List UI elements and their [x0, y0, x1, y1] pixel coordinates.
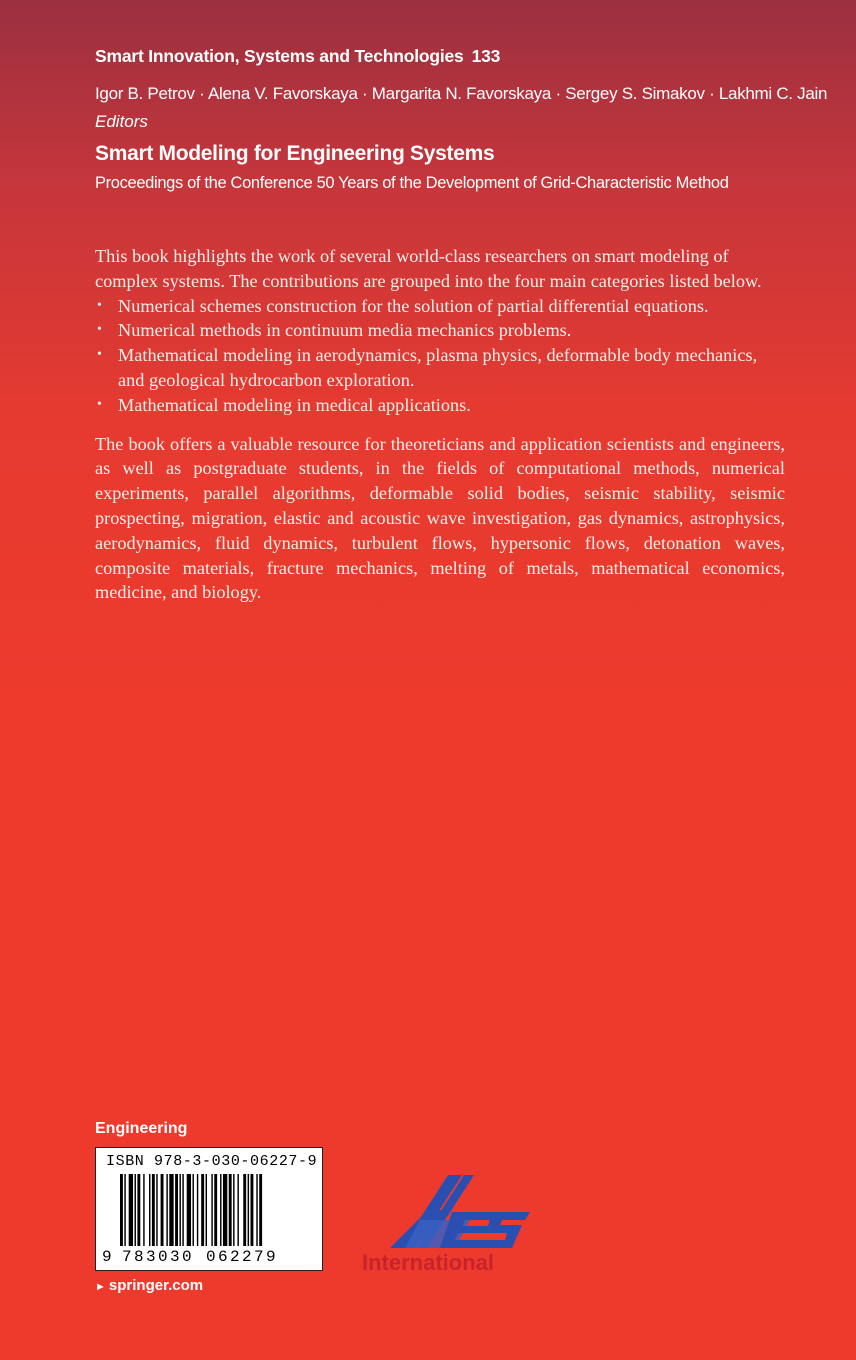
kes-logo-text: International [362, 1250, 495, 1275]
barcode-bar [193, 1174, 194, 1246]
barcode-bar [135, 1174, 136, 1246]
blurb-intro: This book highlights the work of several world-class researchers on smart modeling of complex systems. The contributions are grouped into the four main categories listed below. [95, 246, 762, 291]
ean-digits: 783030 062279 [122, 1248, 279, 1266]
barcode-bar [143, 1174, 144, 1246]
editors-list: Igor B. Petrov · Alena V. Favorskaya · Margarita N. Favorskaya · Sergey S. Simakov · Lakhmi C. Jain [95, 84, 828, 103]
barcode-bar [156, 1174, 157, 1246]
blurb-closing: The book offers a valuable resource for theoreticians and application scientists and engineers, as well as postgraduate students, in the fields of computational methods, numerical experiments, parallel algorithms, deformable solid bodies, seismic stability, seismic prospecting, migration, elastic and acoustic wave investigation, gas dynamics, astrophysics, aerodynamics, fluid dynamics, turbulent flows, hypersonic flows, detonation waves, composite materials, fracture mechanics, melting of metals, mathematical economics, medicine, and biology. [95, 433, 785, 603]
barcode-bar [251, 1174, 254, 1246]
barcode-bar [243, 1174, 246, 1246]
barcode-bar [182, 1174, 183, 1246]
list-item: • Numerical methods in continuum media mechanics problems. [95, 318, 785, 343]
barcode-bar [201, 1174, 204, 1246]
book-subtitle: Proceedings of the Conference 50 Years of the Development of Grid-Characteristic Method [95, 174, 729, 192]
barcode-bar [233, 1174, 234, 1246]
category-label: Engineering [95, 1120, 188, 1137]
list-item: • Numerical schemes construction for the solution of partial differential equations. [95, 294, 785, 319]
barcode-bar [124, 1174, 125, 1246]
barcode-bar [169, 1174, 173, 1246]
series-line [95, 46, 500, 67]
series-name: Smart Innovation, Systems and Technologies [95, 46, 464, 66]
list-item: • Mathematical modeling in medical applications. [95, 393, 785, 418]
barcode-bar [149, 1174, 150, 1246]
barcode-bar [137, 1174, 140, 1246]
series-number: 133 [471, 46, 501, 66]
barcode-bar [120, 1174, 123, 1246]
barcode-bar [197, 1174, 198, 1246]
barcode-bar [152, 1174, 155, 1246]
barcode-bar [214, 1174, 217, 1246]
barcode-bar [175, 1174, 178, 1246]
blurb [95, 244, 785, 605]
barcode-bar [229, 1174, 232, 1246]
barcode-bar [161, 1174, 164, 1246]
list-item: • Mathematical modeling in aerodynamics, plasma physics, deformable body mechanics, and geological hydrocarbon exploration. [95, 343, 785, 393]
isbn-text: ISBN 978-3-030-06227-9 [106, 1153, 318, 1170]
barcode-bar [206, 1174, 207, 1246]
barcode-bar [220, 1174, 221, 1246]
barcode-bar [237, 1174, 238, 1246]
book-title: Smart Modeling for Engineering Systems [95, 142, 495, 165]
kes-international-logo [360, 1170, 535, 1280]
ean-first-digit: 9 [102, 1248, 112, 1266]
barcode-bar [248, 1174, 249, 1246]
barcode-bar [179, 1174, 180, 1246]
barcode-bar [223, 1174, 227, 1246]
barcode-bar [166, 1174, 167, 1246]
barcode-bars [120, 1174, 316, 1254]
barcode-bar [187, 1174, 191, 1246]
arrow-right-icon: ► [95, 1281, 106, 1293]
publisher-link[interactable] [95, 1277, 203, 1294]
isbn-barcode [95, 1147, 323, 1271]
barcode-bar [211, 1174, 212, 1246]
barcode-bar [256, 1174, 257, 1246]
topic-list [95, 294, 785, 418]
barcode-bar [259, 1174, 262, 1246]
editors-label: Editors [95, 112, 148, 131]
barcode-bar [129, 1174, 133, 1246]
publisher-link-text: springer.com [108, 1277, 204, 1294]
